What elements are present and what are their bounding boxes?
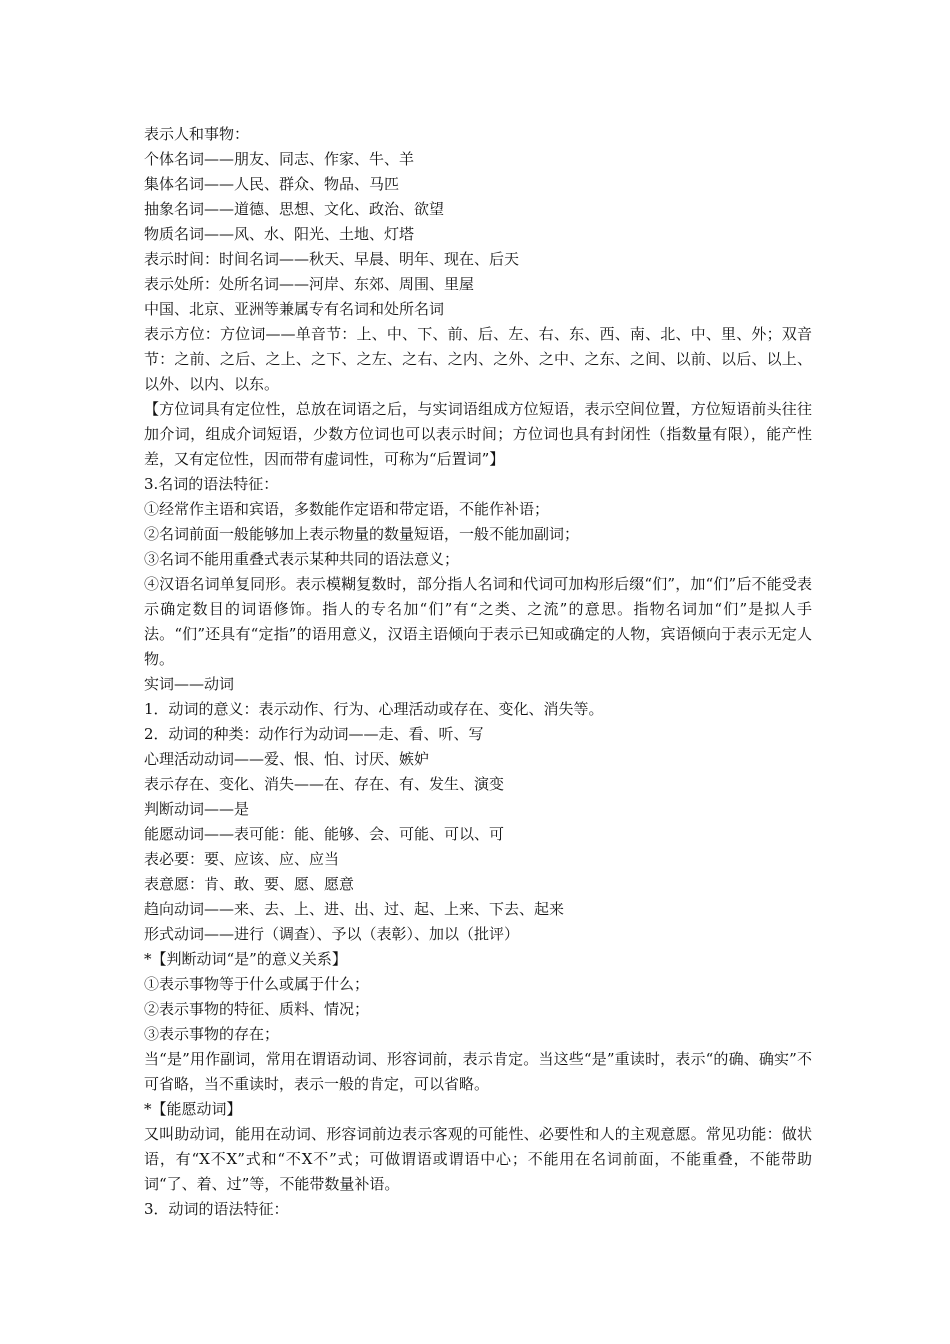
text-paragraph: 【方位词具有定位性，总放在词语之后，与实词语组成方位短语，表示空间位置，方位短语前头往往加介词，组成介词短语，少数方位词也可以表示时间；方位词也具有封闭性（指数量有限），能产性差，又有定位性，因而带有虚词性，可称为“后置词”】 <box>144 400 812 468</box>
document-page <box>144 122 812 1222</box>
text-line: ③名词不能用重叠式表示某种共同的语法意义； <box>144 550 460 568</box>
text-line: 表意愿：肯、敢、要、愿、愿意 <box>144 875 355 893</box>
section-heading: *【能愿动词】 <box>144 1100 242 1118</box>
text-line: ①表示事物等于什么或属于什么； <box>144 975 370 993</box>
text-line: 中国、北京、亚洲等兼属专有名词和处所名词 <box>144 300 445 318</box>
text-line: 表示人和事物： <box>144 125 250 143</box>
text-line: 表示处所：处所名词——河岸、东郊、周围、里屋 <box>144 275 475 293</box>
text-line: ①经常作主语和宾语，多数能作定语和带定语，不能作补语； <box>144 500 550 518</box>
text-line: 心理活动动词——爱、恨、怕、讨厌、嫉妒 <box>144 750 430 768</box>
text-line: 形式动词——进行（调查）、予以（表彰）、加以（批评） <box>144 925 520 943</box>
section-heading: 3．动词的语法特征： <box>144 1200 289 1218</box>
text-line: 表示时间：时间名词——秋天、早晨、明年、现在、后天 <box>144 250 520 268</box>
text-paragraph: 又叫助动词，能用在动词、形容词前边表示客观的可能性、必要性和人的主观意愿。常见功能：做状语，有“X不X”式和“不X不”式；可做谓语或谓语中心；不能用在名词前面，不能重叠，不能带助词“了、着、过”等，不能带数量补语。 <box>144 1125 812 1193</box>
text-line: 1．动词的意义：表示动作、行为、心理活动或存在、变化、消失等。 <box>144 700 604 718</box>
text-line: 2．动词的种类：动作行为动词——走、看、听、写 <box>144 725 484 743</box>
text-line: 趋向动词——来、去、上、进、出、过、起、上来、下去、起来 <box>144 900 565 918</box>
text-paragraph: 表示方位：方位词——单音节：上、中、下、前、后、左、右、东、西、南、北、中、里、外；双音节：之前、之后、之上、之下、之左、之右、之内、之外、之中、之东、之间、以前、以后、以上、以外、以内、以东。 <box>144 325 812 393</box>
text-line: 表示存在、变化、消失——在、存在、有、发生、演变 <box>144 775 505 793</box>
text-line: ③表示事物的存在； <box>144 1025 280 1043</box>
section-heading: 实词——动词 <box>144 675 235 693</box>
text-paragraph: ④汉语名词单复同形。表示模糊复数时，部分指人名词和代词可加构形后缀“们”，加“们”后不能受表示确定数目的词语修饰。指人的专名加“们”有“之类、之流”的意思。指物名词加“们”是拟人手法。“们”还具有“定指”的语用意义，汉语主语倾向于表示已知或确定的人物，宾语倾向于表示无定人物。 <box>144 575 812 668</box>
text-line: 表必要：要、应该、应、应当 <box>144 850 340 868</box>
text-line: ②表示事物的特征、质料、情况； <box>144 1000 370 1018</box>
text-line: 集体名词——人民、群众、物品、马匹 <box>144 175 400 193</box>
section-heading: 3.名词的语法特征： <box>144 475 279 493</box>
text-line: 能愿动词——表可能：能、能够、会、可能、可以、可 <box>144 825 505 843</box>
text-line: 抽象名词——道德、思想、文化、政治、欲望 <box>144 200 445 218</box>
text-line: 判断动词——是 <box>144 800 250 818</box>
section-heading: *【判断动词“是”的意义关系】 <box>144 950 347 968</box>
text-line: 物质名词——风、水、阳光、土地、灯塔 <box>144 225 415 243</box>
text-line: 个体名词——朋友、同志、作家、牛、羊 <box>144 150 415 168</box>
text-paragraph: 当“是”用作副词，常用在谓语动词、形容词前，表示肯定。当这些“是”重读时，表示“的确、确实”不可省略，当不重读时，表示一般的肯定，可以省略。 <box>144 1050 812 1093</box>
text-line: ②名词前面一般能够加上表示物量的数量短语，一般不能加副词； <box>144 525 580 543</box>
